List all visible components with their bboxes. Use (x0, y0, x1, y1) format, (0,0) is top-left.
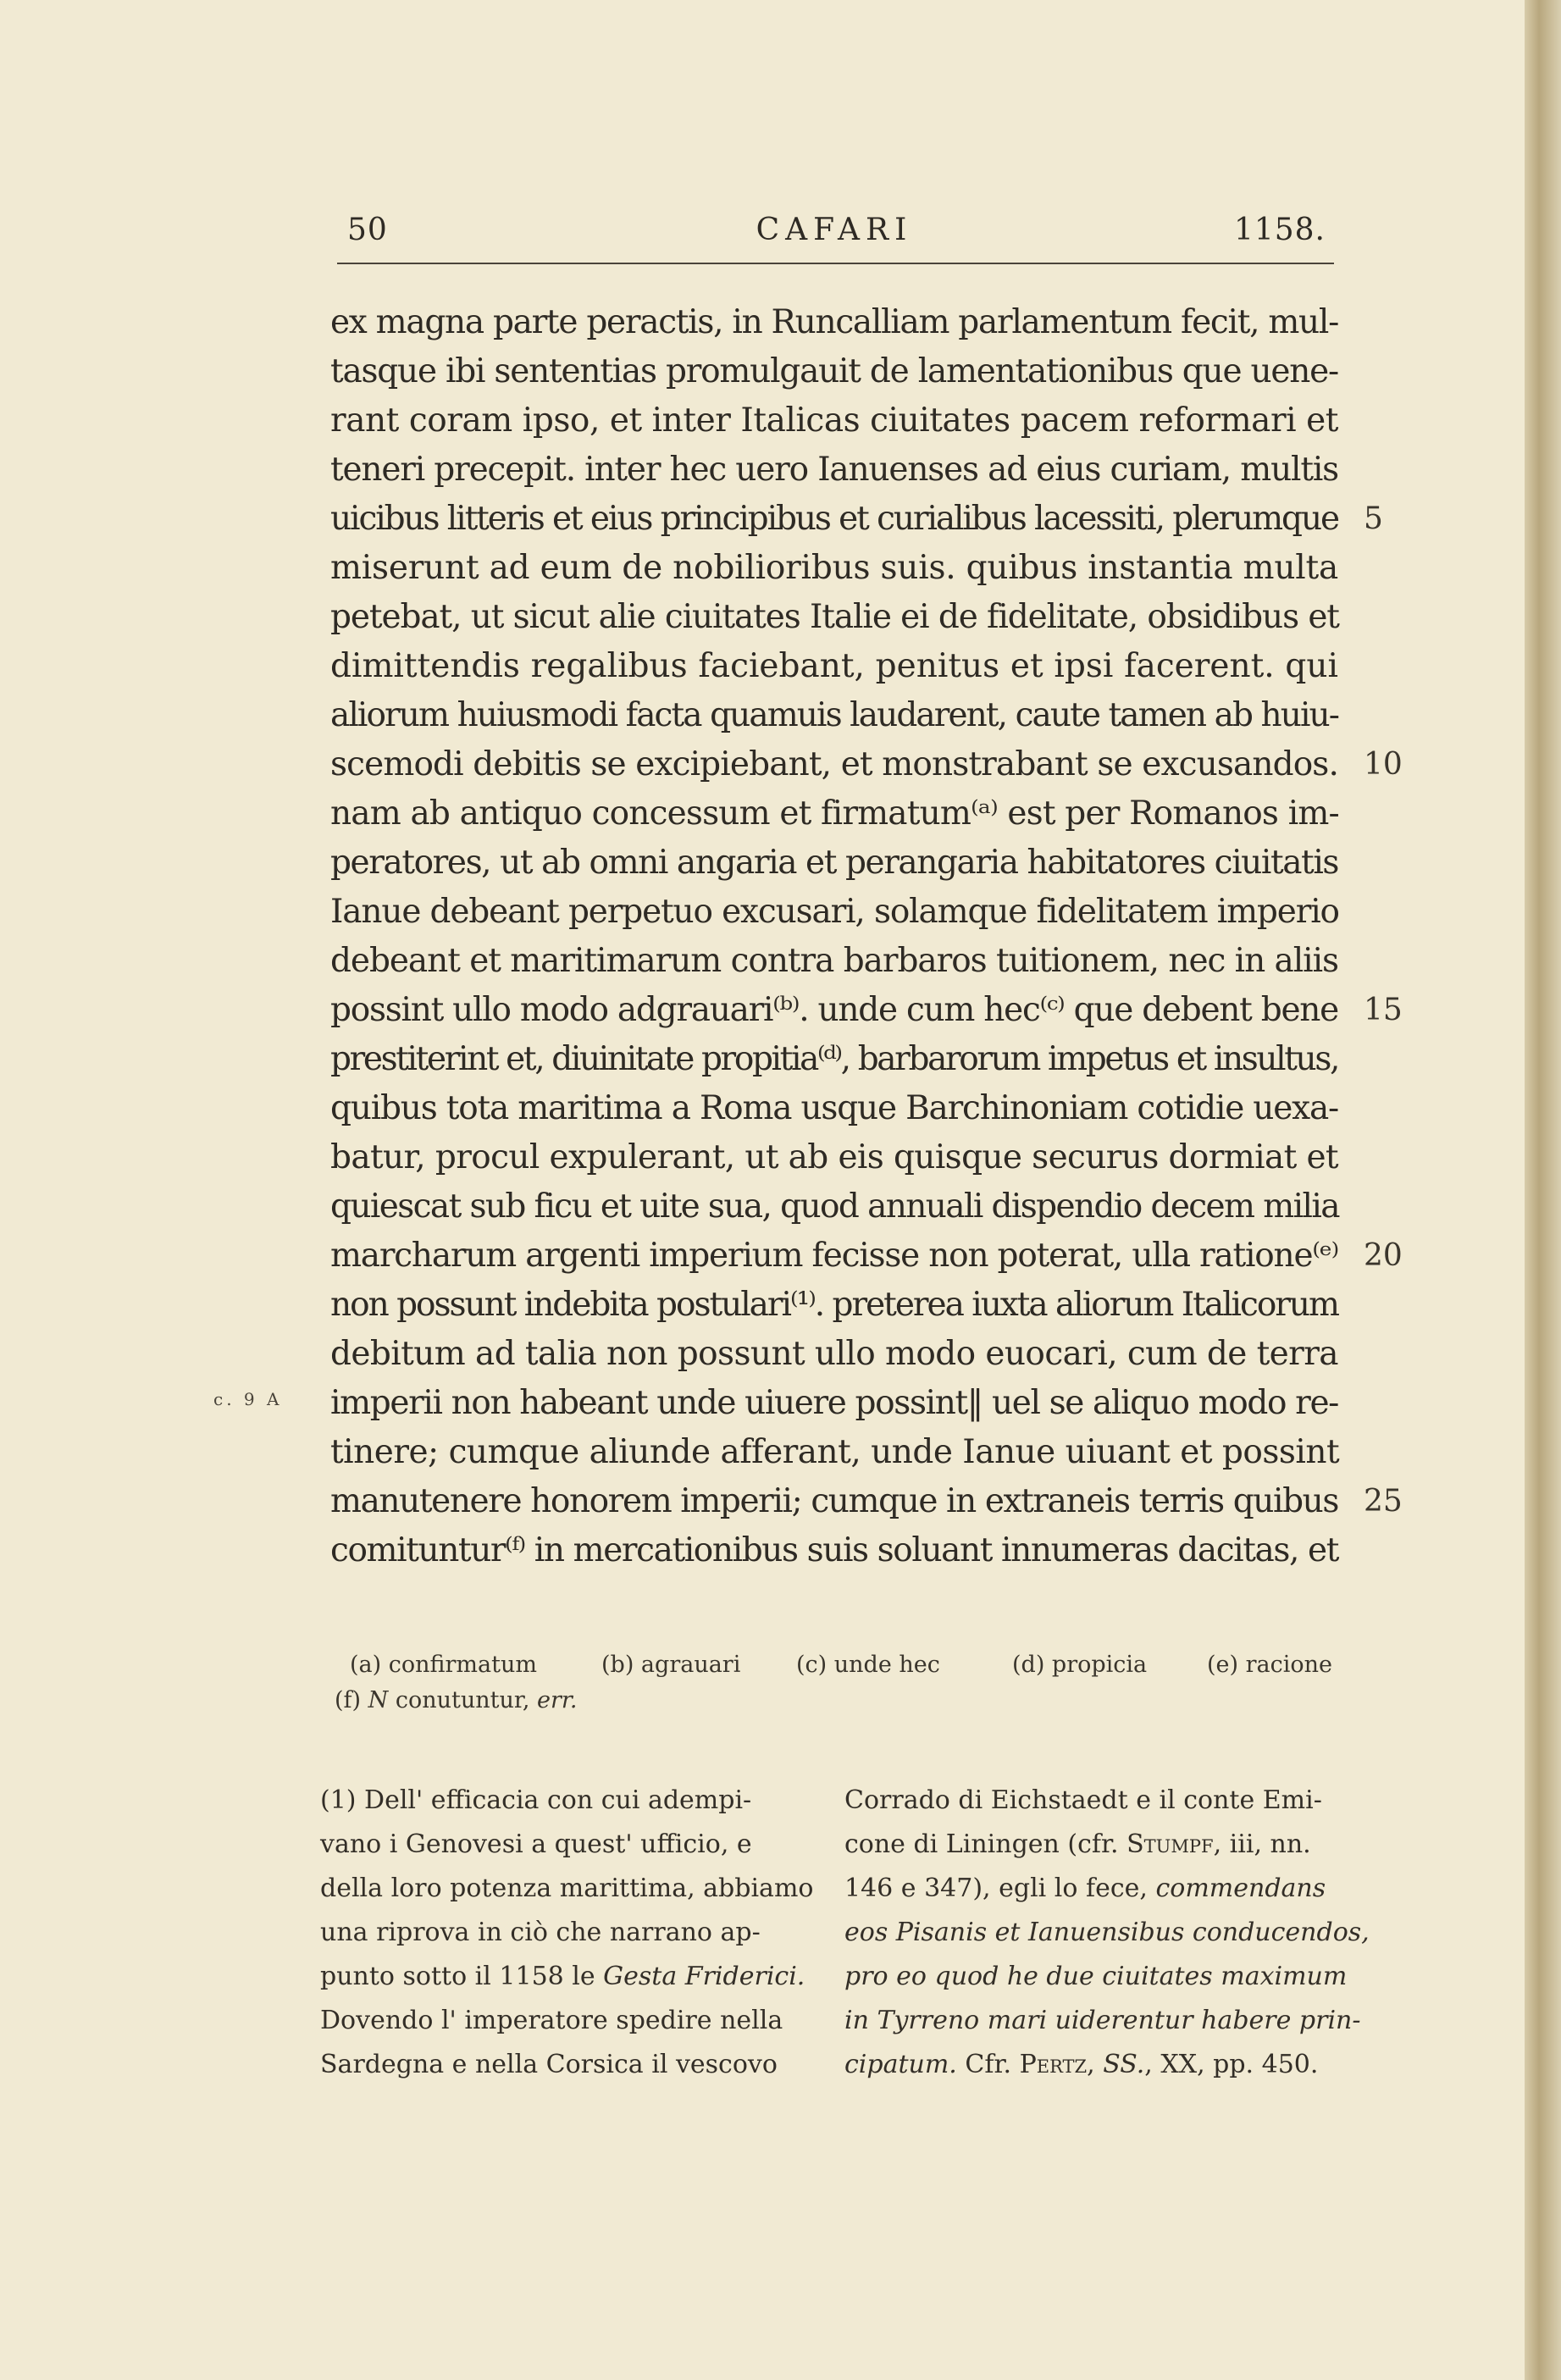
text-line-content: aliorum huiusmodi facta quamuis laudarent, caute tamen ab huiu- (330, 696, 1338, 734)
footnote-line: (1) Dell' efficacia con cui adempi- (320, 1785, 752, 1815)
line-number: 10 (1364, 747, 1403, 782)
text-line-content: comituntur⁽ᶠ⁾ in mercationibus suis soluant innumeras dacitas, et (330, 1531, 1338, 1569)
variant-f: (f) N conutuntur, err. (335, 1687, 578, 1713)
text-line-content: quibus tota maritima a Roma usque Barchinoniam cotidie uexa- (330, 1089, 1338, 1127)
footnote-right-column (844, 1779, 1370, 2087)
text-line-content: scemodi debitis se excipiebant, et monstrabant se excusandos. (330, 745, 1338, 783)
footnote-line: Dovendo l' imperatore spedire nella (320, 2006, 783, 2035)
text-line (330, 1379, 1338, 1428)
footnote-line: 146 e 347), egli lo fece, commendans (844, 1874, 1326, 1903)
text-line-content: imperii non habeant unde uiuere possint‖ uel se aliquo modo re- (330, 1384, 1338, 1422)
footnote-line: cone di Liningen (cfr. Stumpf, iii, nn. (844, 1829, 1311, 1859)
text-line-content: peratores, ut ab omni angaria et perangaria habitatores ciuitatis (330, 844, 1338, 882)
text-line (330, 593, 1338, 642)
text-line (330, 740, 1403, 789)
text-line-content: petebat, ut sicut alie ciuitates Italie ei de fidelitate, obsidibus et (330, 598, 1339, 636)
text-line-content: rant coram ipso, et inter Italicas ciuitates pacem reformari et (330, 401, 1338, 440)
text-line (330, 1133, 1338, 1182)
footnote-line: pro eo quod he due ciuitates maximum (844, 1962, 1348, 1991)
text-line (330, 1084, 1338, 1133)
text-line (330, 298, 1338, 347)
variant-e: (e) racione (1207, 1652, 1333, 1678)
header-year: 1158. (1233, 213, 1326, 247)
footnote-line: una riprova in ciò che narrano ap- (320, 1918, 761, 1947)
text-line (330, 937, 1338, 986)
variant-c: (c) unde hec (796, 1652, 940, 1678)
line-number: 15 (1364, 993, 1403, 1027)
text-line (330, 1526, 1338, 1575)
text-line (330, 691, 1338, 740)
text-line-content: marcharum argenti imperium fecisse non poterat, ulla ratione⁽ᵉ⁾ (330, 1237, 1338, 1275)
footnote-line: cipatum. Cfr. Pertz, SS., XX, pp. 450. (844, 2050, 1319, 2079)
text-line (330, 347, 1338, 396)
variant-apparatus (335, 1647, 1342, 1719)
text-line-content: tasque ibi sententias promulgauit de lamentationibus que uene- (330, 352, 1338, 390)
running-header (335, 208, 1334, 250)
text-line-content: tinere; cumque aliunde afferant, unde Ianue uiuant et possint (330, 1433, 1340, 1471)
text-line (330, 1182, 1338, 1232)
footnote-line: vano i Genovesi a quest' ufficio, e (320, 1829, 752, 1859)
text-line-content: possint ullo modo adgrauari⁽ᵇ⁾. unde cum hec⁽ᶜ⁾ que debent bene (330, 991, 1338, 1029)
text-line (330, 495, 1383, 544)
footnote-line: della loro potenza marittima, abbiamo (320, 1874, 814, 1903)
line-number: 5 (1364, 501, 1383, 536)
margin-reference: c. 9 A (213, 1389, 283, 1409)
text-line (330, 1330, 1338, 1379)
text-line-content: ex magna parte peractis, in Runcalliam parlamentum fecit, mul- (330, 303, 1339, 341)
text-line-content: dimittendis regalibus faciebant, penitus et ipsi facerent. qui (330, 647, 1338, 685)
text-line-content: prestiterint et, diuinitate propitia⁽ᵈ⁾, barbarorum impetus et insultus, (330, 1040, 1338, 1078)
footnote-line: Corrado di Eichstaedt e il conte Emi- (844, 1785, 1322, 1815)
line-number: 20 (1364, 1238, 1403, 1273)
text-line (330, 1428, 1338, 1477)
footnote-line: Sardegna e nella Corsica il vescovo (320, 2050, 778, 2079)
text-line-content: non possunt indebita postulari⁽¹⁾. preterea iuxta aliorum Italicorum (330, 1286, 1338, 1324)
footnote-line: punto sotto il 1158 le Gesta Friderici. (320, 1962, 805, 1991)
text-line (330, 446, 1338, 495)
text-line (330, 396, 1338, 446)
text-line (330, 1232, 1403, 1281)
text-line-content: miserunt ad eum de nobilioribus suis. quibus instantia multa (330, 549, 1338, 587)
main-text-block (330, 298, 1403, 1575)
text-line-content: manutenere honorem imperii; cumque in extraneis terris quibus (330, 1482, 1338, 1520)
text-line (330, 1477, 1403, 1526)
text-line-content: teneri precepit. inter hec uero Ianuenses ad eius curiam, multis (330, 451, 1338, 489)
text-line-content: nam ab antiquo concessum et firmatum⁽ᵃ⁾ est per Romanos im- (330, 794, 1339, 833)
text-line-content: Ianue debeant perpetuo excusari, solamque fidelitatem imperio (330, 893, 1339, 931)
text-line (330, 642, 1338, 691)
text-line-content: debeant et maritimarum contra barbaros tuitionem, nec in aliis (330, 942, 1338, 980)
text-line-content: batur, procul expulerant, ut ab eis quisque securus dormiat et (330, 1138, 1338, 1176)
text-line-content: debitum ad talia non possunt ullo modo euocari, cum de terra (330, 1335, 1338, 1373)
running-title: CAFARI (756, 213, 913, 247)
page-number: 50 (347, 213, 388, 247)
page-edge (1525, 0, 1561, 2380)
text-line (330, 839, 1338, 888)
gesta-title: Gesta Friderici. (603, 1962, 805, 1991)
line-number: 25 (1364, 1484, 1403, 1519)
variant-b: (b) agrauari (601, 1652, 741, 1678)
text-line (330, 888, 1338, 937)
text-line-content: quiescat sub ficu et uite sua, quod annuali dispendio decem milia (330, 1187, 1339, 1226)
text-line (330, 544, 1338, 593)
footnote-line: in Tyrreno mari uiderentur habere prin- (844, 2006, 1361, 2035)
text-line (330, 1035, 1338, 1084)
header-rule (337, 263, 1334, 264)
variant-d: (d) propicia (1012, 1652, 1148, 1678)
variant-a: (a) confirmatum (350, 1652, 537, 1678)
text-line-content: uicibus litteris et eius principibus et curialibus lacessiti, plerumque (330, 500, 1338, 538)
footnote-line: eos Pisanis et Ianuensibus conducendos, (844, 1918, 1370, 1947)
footnote-left-column (320, 1779, 816, 2087)
text-line (330, 1281, 1338, 1330)
text-line (330, 986, 1403, 1035)
text-line (330, 789, 1338, 839)
